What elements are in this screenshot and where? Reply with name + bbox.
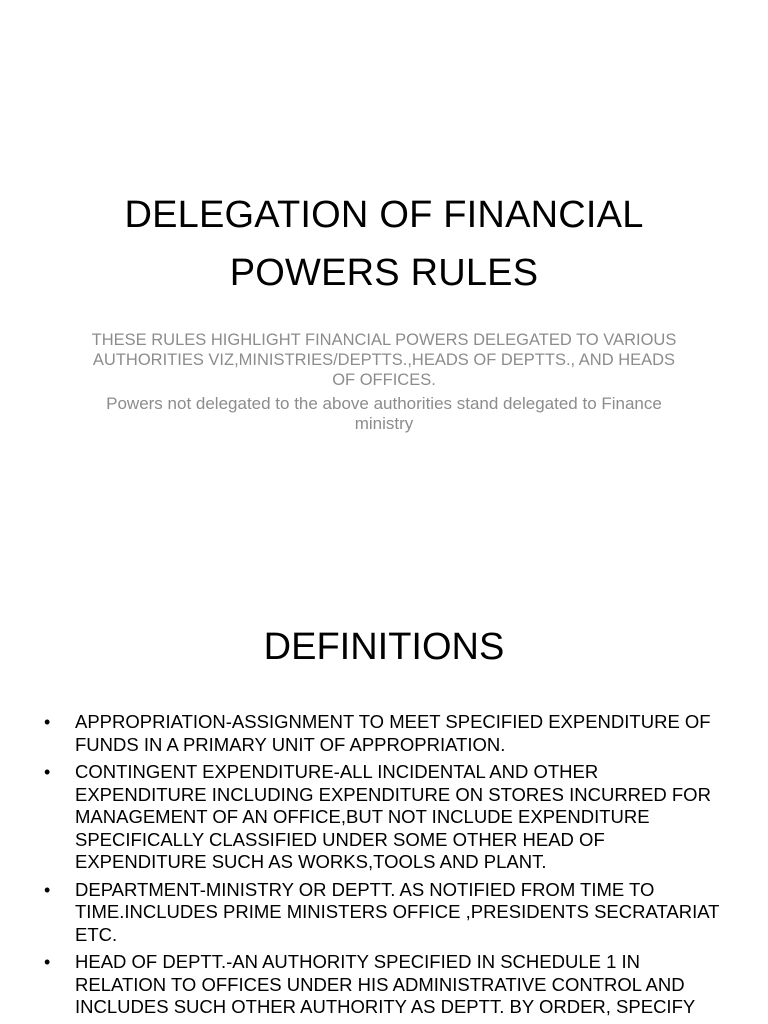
bullet-icon: • (44, 879, 51, 900)
list-item (0, 761, 768, 874)
definition-text: DEPARTMENT-MINISTRY OR DEPTT. AS NOTIFIED FROM TIME TO TIME.INCLUDES PRIME MINISTERS OFFICE ,PRESIDENTS SECRATARIAT ETC. (75, 878, 720, 945)
definition-text: APPROPRIATION-ASSIGNMENT TO MEET SPECIFIED EXPENDITURE OF FUNDS IN A PRIMARY UNIT OF APPROPRIATION. (75, 711, 711, 755)
list-item (0, 951, 768, 1019)
subtitle-paragraph-1: THESE RULES HIGHLIGHT FINANCIAL POWERS DELEGATED TO VARIOUS AUTHORITIES VIZ,MINISTRIES/DEPTTS.,HEADS OF DEPTTS., AND HEADS OF OFFICES. (91, 331, 677, 389)
list-item (0, 879, 768, 947)
definition-text: HEAD OF DEPTT.-AN AUTHORITY SPECIFIED IN SCHEDULE 1 IN RELATION TO OFFICES UNDER HIS ADMINISTRATIVE CONTROL AND INCLUDES SUCH OTHER AUTHORITY AS DEPTT. BY ORDER, SPECIFY (75, 951, 696, 1017)
bullet-icon: • (44, 762, 51, 782)
list-item (0, 711, 768, 756)
slide-subtitle (90, 330, 678, 434)
definition-text: CONTINGENT EXPENDITURE-ALL INCIDENTAL AND OTHER EXPENDITURE INCLUDING EXPENDITURE ON STORES INCURRED FOR MANAGEMENT OF AN OFFICE,BUT NOT INCLUDE EXPENDITURE SPECIFICALLY CLASSIFIED UNDER SOME OTHER HEAD OF EXPENDITURE SUCH AS WORKS,TOOLS AND PLANT. (75, 761, 711, 872)
slide-title-line-1: DELEGATION OF FINANCIAL (124, 194, 644, 236)
definitions-slide (0, 560, 768, 1024)
slide-title (40, 186, 728, 302)
slide-title-line-2: POWERS RULES (229, 252, 539, 294)
definitions-heading: DEFINITIONS (263, 626, 505, 668)
subtitle-paragraph-2: Powers not delegated to the above authorities stand delegated to Finance ministry (106, 394, 662, 433)
definitions-list (0, 711, 768, 1024)
bullet-icon: • (44, 952, 51, 972)
bullet-icon: • (44, 712, 51, 732)
